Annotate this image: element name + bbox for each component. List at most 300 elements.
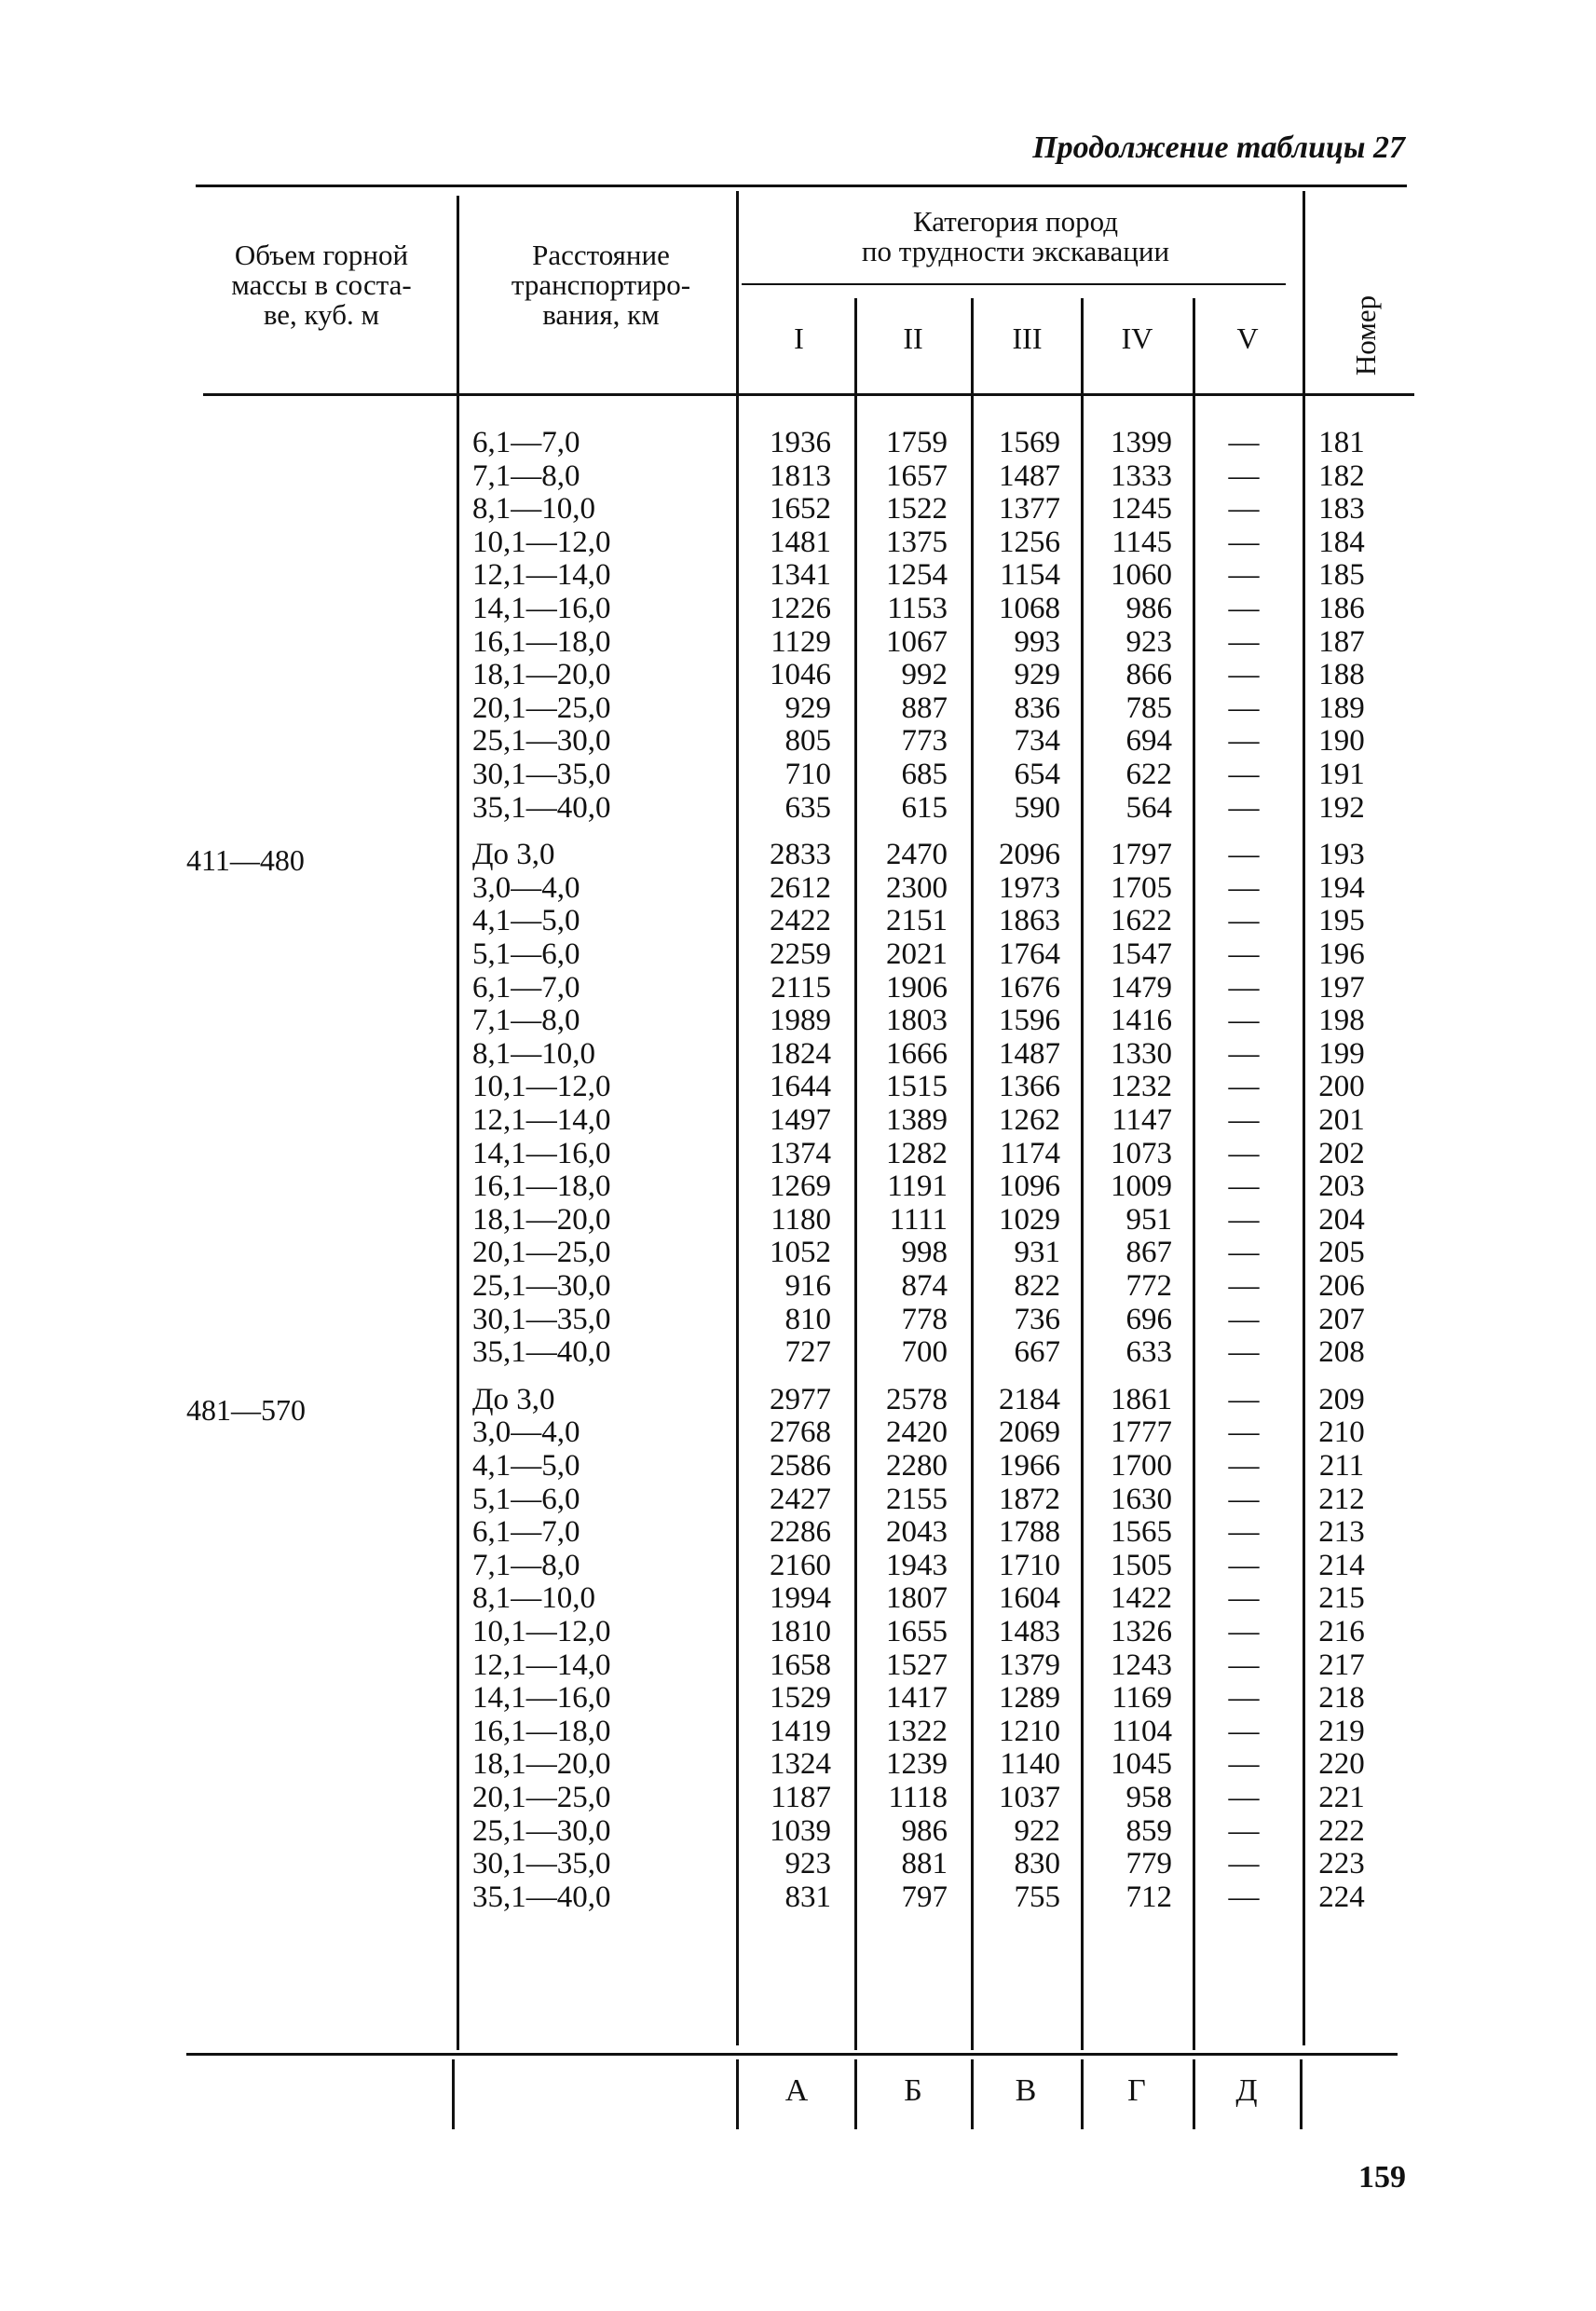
cat3-cell: 1764 bbox=[999, 937, 1060, 971]
cat1-cell: 2115 bbox=[771, 970, 831, 1005]
cat1-cell: 923 bbox=[784, 1847, 831, 1881]
distance-cell: 10,1—12,0 bbox=[472, 1615, 611, 1648]
cat1-cell: 1187 bbox=[771, 1781, 831, 1814]
cat4-cell: 633 bbox=[1125, 1335, 1172, 1370]
cat3-cell: 1096 bbox=[999, 1169, 1060, 1204]
cat5-cell: — bbox=[1228, 724, 1260, 759]
cat4-cell: 1104 bbox=[1112, 1714, 1172, 1748]
number-cell: 182 bbox=[1318, 458, 1365, 493]
number-cell: 207 bbox=[1318, 1302, 1365, 1336]
cat2-cell: 1657 bbox=[886, 458, 948, 493]
cat3-cell: 1029 bbox=[999, 1202, 1060, 1237]
distance-cell: 4,1—5,0 bbox=[472, 904, 580, 938]
cat4-cell: 867 bbox=[1125, 1236, 1172, 1270]
cat2-cell: 2155 bbox=[886, 1482, 948, 1516]
number-cell: 209 bbox=[1318, 1382, 1365, 1416]
table-row bbox=[0, 659, 1596, 692]
cat2-cell: 1067 bbox=[886, 624, 948, 659]
distance-cell: 8,1—10,0 bbox=[472, 1036, 595, 1071]
distance-cell: 35,1—40,0 bbox=[472, 1335, 611, 1370]
distance-cell: 7,1—8,0 bbox=[472, 458, 580, 493]
distance-cell: 6,1—7,0 bbox=[472, 970, 580, 1005]
volume-group-label: 411—480 bbox=[186, 843, 305, 877]
number-cell: 216 bbox=[1318, 1615, 1365, 1648]
distance-cell: 25,1—30,0 bbox=[472, 1813, 611, 1848]
cat3-cell: 2069 bbox=[999, 1415, 1060, 1450]
number-cell: 210 bbox=[1318, 1415, 1365, 1450]
cat4-cell: 1416 bbox=[1111, 1004, 1172, 1038]
cat5-cell: — bbox=[1228, 937, 1260, 971]
distance-cell: 10,1—12,0 bbox=[472, 1070, 611, 1104]
table-row bbox=[0, 626, 1596, 660]
cat1-cell: 1052 bbox=[770, 1236, 831, 1270]
table-row bbox=[0, 1582, 1596, 1616]
cat5-cell: — bbox=[1228, 558, 1260, 593]
cat5-cell: — bbox=[1228, 1302, 1260, 1336]
cat5-cell: — bbox=[1228, 525, 1260, 559]
header-number-label: Номер bbox=[1349, 294, 1382, 376]
header-number bbox=[1338, 280, 1394, 391]
distance-cell: 12,1—14,0 bbox=[472, 1103, 611, 1137]
cat5-cell: — bbox=[1228, 1880, 1260, 1914]
cat5-cell: — bbox=[1228, 1236, 1260, 1270]
cat4-cell: 951 bbox=[1125, 1202, 1172, 1237]
header-category-line: Категория пород bbox=[912, 205, 1119, 238]
header-cat-4: IV bbox=[1121, 321, 1153, 355]
table-row bbox=[0, 692, 1596, 726]
cat2-cell: 2043 bbox=[886, 1515, 948, 1550]
header-distance bbox=[466, 240, 736, 330]
cat2-cell: 2470 bbox=[886, 838, 948, 872]
cat1-cell: 710 bbox=[784, 758, 831, 791]
cat1-cell: 2586 bbox=[770, 1449, 831, 1483]
cat5-cell: — bbox=[1228, 1714, 1260, 1748]
cat3-cell: 1068 bbox=[999, 592, 1060, 625]
cat3-cell: 736 bbox=[1014, 1302, 1060, 1336]
cat1-cell: 2768 bbox=[770, 1415, 831, 1450]
table-row bbox=[0, 1848, 1596, 1881]
cat2-cell: 1254 bbox=[886, 558, 948, 593]
distance-cell: 3,0—4,0 bbox=[472, 870, 580, 905]
distance-cell: 18,1—20,0 bbox=[472, 1202, 611, 1237]
distance-cell: 6,1—7,0 bbox=[472, 426, 580, 459]
distance-cell: До 3,0 bbox=[472, 1382, 555, 1416]
table-row bbox=[0, 839, 1596, 872]
number-cell: 191 bbox=[1318, 758, 1365, 791]
cat2-cell: 1375 bbox=[886, 525, 948, 559]
cat4-cell: 1705 bbox=[1111, 870, 1172, 905]
cat2-cell: 2420 bbox=[886, 1415, 948, 1450]
cat1-cell: 1481 bbox=[770, 525, 831, 559]
cat5-cell: — bbox=[1228, 492, 1260, 526]
distance-cell: 25,1—30,0 bbox=[472, 1269, 611, 1303]
cat2-cell: 2578 bbox=[886, 1382, 948, 1416]
number-cell: 212 bbox=[1318, 1482, 1365, 1516]
number-cell: 195 bbox=[1318, 904, 1365, 938]
cat4-cell: 1330 bbox=[1111, 1036, 1172, 1071]
cat5-cell: — bbox=[1228, 1813, 1260, 1848]
number-cell: 202 bbox=[1318, 1136, 1365, 1170]
cat5-cell: — bbox=[1228, 1747, 1260, 1782]
distance-cell: 12,1—14,0 bbox=[472, 1648, 611, 1682]
cat4-cell: 712 bbox=[1125, 1880, 1172, 1914]
cat1-cell: 2422 bbox=[770, 904, 831, 938]
cat5-cell: — bbox=[1228, 758, 1260, 791]
cat4-cell: 1399 bbox=[1111, 426, 1172, 459]
cat3-cell: 755 bbox=[1014, 1880, 1060, 1914]
distance-cell: 8,1—10,0 bbox=[472, 1581, 595, 1616]
table-row bbox=[0, 1237, 1596, 1270]
number-cell: 214 bbox=[1318, 1548, 1365, 1582]
number-cell: 192 bbox=[1318, 790, 1365, 825]
table-row bbox=[0, 1649, 1596, 1683]
number-cell: 186 bbox=[1318, 592, 1365, 625]
cat3-cell: 836 bbox=[1014, 691, 1060, 725]
cat2-cell: 1943 bbox=[886, 1548, 948, 1582]
distance-cell: 5,1—6,0 bbox=[472, 937, 580, 971]
footer-divider-1 bbox=[452, 2059, 455, 2129]
cat5-cell: — bbox=[1228, 970, 1260, 1005]
footer-letter-d: Д bbox=[1235, 2073, 1258, 2108]
table-row bbox=[0, 1516, 1596, 1550]
number-cell: 215 bbox=[1318, 1581, 1365, 1616]
cat5-cell: — bbox=[1228, 1681, 1260, 1716]
distance-cell: 30,1—35,0 bbox=[472, 1302, 611, 1336]
table-row bbox=[0, 1336, 1596, 1370]
cat3-cell: 1487 bbox=[999, 458, 1060, 493]
cat1-cell: 1374 bbox=[770, 1136, 831, 1170]
table-row bbox=[0, 1484, 1596, 1517]
cat4-cell: 1622 bbox=[1111, 904, 1172, 938]
cat3-cell: 993 bbox=[1014, 624, 1060, 659]
cat4-cell: 1326 bbox=[1111, 1615, 1172, 1648]
number-cell: 184 bbox=[1318, 525, 1365, 559]
cat3-cell: 1872 bbox=[999, 1482, 1060, 1516]
table-row bbox=[0, 1682, 1596, 1716]
cat5-cell: — bbox=[1228, 1615, 1260, 1648]
distance-cell: 16,1—18,0 bbox=[472, 1714, 611, 1748]
cat1-cell: 2977 bbox=[770, 1382, 831, 1416]
table-row bbox=[0, 872, 1596, 906]
cat1-cell: 1994 bbox=[770, 1581, 831, 1616]
cat3-cell: 1863 bbox=[999, 904, 1060, 938]
cat2-cell: 1527 bbox=[886, 1648, 948, 1682]
cat1-cell: 1269 bbox=[770, 1169, 831, 1204]
cat3-cell: 1710 bbox=[999, 1548, 1060, 1582]
footer-letter-a: А bbox=[784, 2073, 809, 2108]
cat1-cell: 1936 bbox=[770, 426, 831, 459]
cat1-cell: 2612 bbox=[770, 870, 831, 905]
distance-cell: 35,1—40,0 bbox=[472, 1880, 611, 1914]
cat2-cell: 1666 bbox=[886, 1036, 948, 1071]
cat5-cell: — bbox=[1228, 1581, 1260, 1616]
cat2-cell: 2021 bbox=[886, 937, 948, 971]
footer-divider-3 bbox=[854, 2059, 857, 2129]
table-row bbox=[0, 526, 1596, 560]
table-row bbox=[0, 1450, 1596, 1484]
cat4-cell: 696 bbox=[1125, 1302, 1172, 1336]
cat4-cell: 923 bbox=[1125, 624, 1172, 659]
table-row bbox=[0, 559, 1596, 593]
cat5-cell: — bbox=[1228, 1103, 1260, 1137]
cat5-cell: — bbox=[1228, 592, 1260, 625]
cat4-cell: 958 bbox=[1125, 1781, 1172, 1814]
distance-cell: До 3,0 bbox=[472, 838, 555, 872]
distance-cell: 4,1—5,0 bbox=[472, 1449, 580, 1483]
header-volume bbox=[191, 240, 452, 330]
cat2-cell: 1522 bbox=[886, 492, 948, 526]
table-row bbox=[0, 1138, 1596, 1171]
cat3-cell: 1210 bbox=[999, 1714, 1060, 1748]
distance-cell: 10,1—12,0 bbox=[472, 525, 611, 559]
cat2-cell: 778 bbox=[901, 1302, 948, 1336]
table-row bbox=[0, 1071, 1596, 1104]
cat3-cell: 922 bbox=[1014, 1813, 1060, 1848]
cat1-cell: 1129 bbox=[771, 624, 831, 659]
cat4-cell: 1245 bbox=[1111, 492, 1172, 526]
cat5-cell: — bbox=[1228, 1036, 1260, 1071]
distance-cell: 25,1—30,0 bbox=[472, 724, 611, 759]
cat2-cell: 1153 bbox=[887, 592, 948, 625]
cat2-cell: 1655 bbox=[886, 1615, 948, 1648]
cat3-cell: 1487 bbox=[999, 1036, 1060, 1071]
table-row bbox=[0, 460, 1596, 494]
number-cell: 181 bbox=[1318, 426, 1365, 459]
cat3-cell: 734 bbox=[1014, 724, 1060, 759]
cat4-cell: 1565 bbox=[1111, 1515, 1172, 1550]
cat4-cell: 1145 bbox=[1112, 525, 1172, 559]
cat2-cell: 1111 bbox=[889, 1202, 948, 1237]
cat2-cell: 1803 bbox=[886, 1004, 948, 1038]
number-cell: 193 bbox=[1318, 838, 1365, 872]
header-cat-5: V bbox=[1236, 321, 1259, 355]
cat5-cell: — bbox=[1228, 426, 1260, 459]
cat5-cell: — bbox=[1228, 904, 1260, 938]
cat3-cell: 1174 bbox=[1000, 1136, 1060, 1170]
footer-divider-7 bbox=[1300, 2059, 1303, 2129]
cat4-cell: 1009 bbox=[1111, 1169, 1172, 1204]
cat2-cell: 992 bbox=[901, 658, 948, 692]
cat4-cell: 1147 bbox=[1112, 1103, 1172, 1137]
cat4-cell: 1777 bbox=[1111, 1415, 1172, 1450]
cat1-cell: 2833 bbox=[770, 838, 831, 872]
cat2-cell: 1389 bbox=[886, 1103, 948, 1137]
table-row bbox=[0, 427, 1596, 460]
table-row bbox=[0, 493, 1596, 526]
distance-cell: 14,1—16,0 bbox=[472, 1136, 611, 1170]
table-row bbox=[0, 1881, 1596, 1915]
number-cell: 213 bbox=[1318, 1515, 1365, 1550]
number-cell: 189 bbox=[1318, 691, 1365, 725]
cat5-cell: — bbox=[1228, 1415, 1260, 1450]
number-cell: 222 bbox=[1318, 1813, 1365, 1848]
number-cell: 219 bbox=[1318, 1714, 1365, 1748]
cat5-cell: — bbox=[1228, 624, 1260, 659]
cat3-cell: 667 bbox=[1014, 1335, 1060, 1370]
header-distance-line: Расстояние bbox=[532, 239, 670, 271]
cat1-cell: 1497 bbox=[770, 1103, 831, 1137]
cat4-cell: 1700 bbox=[1111, 1449, 1172, 1483]
cat1-cell: 1039 bbox=[770, 1813, 831, 1848]
cat4-cell: 1243 bbox=[1111, 1648, 1172, 1682]
cat5-cell: — bbox=[1228, 691, 1260, 725]
cat1-cell: 810 bbox=[784, 1302, 831, 1336]
header-distance-line: вания, км bbox=[542, 298, 660, 331]
cat5-cell: — bbox=[1228, 458, 1260, 493]
number-cell: 204 bbox=[1318, 1202, 1365, 1237]
cat5-cell: — bbox=[1228, 790, 1260, 825]
cat3-cell: 1140 bbox=[1000, 1747, 1060, 1782]
cat1-cell: 1989 bbox=[770, 1004, 831, 1038]
header-distance-line: транспортиро- bbox=[511, 268, 691, 301]
distance-cell: 20,1—25,0 bbox=[472, 691, 611, 725]
cat3-cell: 1256 bbox=[999, 525, 1060, 559]
footer-letter-v: В bbox=[1015, 2073, 1037, 2108]
cat2-cell: 986 bbox=[901, 1813, 948, 1848]
cat5-cell: — bbox=[1228, 1070, 1260, 1104]
cat3-cell: 1966 bbox=[999, 1449, 1060, 1483]
cat1-cell: 1226 bbox=[770, 592, 831, 625]
number-cell: 224 bbox=[1318, 1880, 1365, 1914]
table-row bbox=[0, 1416, 1596, 1450]
cat2-cell: 2151 bbox=[886, 904, 948, 938]
category-rule bbox=[742, 283, 1286, 285]
cat4-cell: 1169 bbox=[1112, 1681, 1172, 1716]
cat4-cell: 859 bbox=[1125, 1813, 1172, 1848]
cat2-cell: 874 bbox=[901, 1269, 948, 1303]
table-row bbox=[0, 1104, 1596, 1138]
cat2-cell: 1906 bbox=[886, 970, 948, 1005]
cat4-cell: 772 bbox=[1125, 1269, 1172, 1303]
number-cell: 220 bbox=[1318, 1747, 1365, 1782]
cat2-cell: 1515 bbox=[886, 1070, 948, 1104]
page-number: 159 bbox=[1358, 2160, 1406, 2195]
cat1-cell: 1644 bbox=[770, 1070, 831, 1104]
cat1-cell: 635 bbox=[784, 790, 831, 825]
table-row bbox=[0, 1038, 1596, 1072]
distance-cell: 16,1—18,0 bbox=[472, 624, 611, 659]
number-cell: 194 bbox=[1318, 870, 1365, 905]
cat2-cell: 773 bbox=[901, 724, 948, 759]
cat5-cell: — bbox=[1228, 838, 1260, 872]
cat1-cell: 1529 bbox=[770, 1681, 831, 1716]
cat3-cell: 2096 bbox=[999, 838, 1060, 872]
distance-cell: 8,1—10,0 bbox=[472, 492, 595, 526]
table-row bbox=[0, 938, 1596, 972]
number-cell: 201 bbox=[1318, 1103, 1365, 1137]
cat1-cell: 1180 bbox=[771, 1202, 831, 1237]
cat2-cell: 881 bbox=[901, 1847, 948, 1881]
cat1-cell: 1324 bbox=[770, 1747, 831, 1782]
number-cell: 183 bbox=[1318, 492, 1365, 526]
distance-cell: 12,1—14,0 bbox=[472, 558, 611, 593]
cat3-cell: 1483 bbox=[999, 1615, 1060, 1648]
table-row bbox=[0, 905, 1596, 938]
cat4-cell: 1060 bbox=[1111, 558, 1172, 593]
cat1-cell: 2160 bbox=[770, 1548, 831, 1582]
cat4-cell: 866 bbox=[1125, 658, 1172, 692]
number-cell: 197 bbox=[1318, 970, 1365, 1005]
cat4-cell: 1479 bbox=[1111, 970, 1172, 1005]
cat3-cell: 1289 bbox=[999, 1681, 1060, 1716]
cat5-cell: — bbox=[1228, 1515, 1260, 1550]
table-row bbox=[0, 1270, 1596, 1304]
number-cell: 218 bbox=[1318, 1681, 1365, 1716]
cat1-cell: 805 bbox=[784, 724, 831, 759]
cat1-cell: 1341 bbox=[770, 558, 831, 593]
number-cell: 221 bbox=[1318, 1781, 1365, 1814]
cat2-cell: 615 bbox=[901, 790, 948, 825]
number-cell: 185 bbox=[1318, 558, 1365, 593]
cat5-cell: — bbox=[1228, 1202, 1260, 1237]
header-volume-line: Объем горной bbox=[234, 239, 409, 271]
number-cell: 200 bbox=[1318, 1070, 1365, 1104]
cat2-cell: 797 bbox=[901, 1880, 948, 1914]
cat1-cell: 2427 bbox=[770, 1482, 831, 1516]
table-row bbox=[0, 1748, 1596, 1782]
cat3-cell: 1154 bbox=[1000, 558, 1060, 593]
cat3-cell: 2184 bbox=[999, 1382, 1060, 1416]
cat1-cell: 727 bbox=[784, 1335, 831, 1370]
distance-cell: 16,1—18,0 bbox=[472, 1169, 611, 1204]
cat5-cell: — bbox=[1228, 870, 1260, 905]
cat4-cell: 1333 bbox=[1111, 458, 1172, 493]
table-caption: Продолжение таблицы 27 bbox=[1032, 130, 1405, 165]
cat5-cell: — bbox=[1228, 1847, 1260, 1881]
cat2-cell: 1191 bbox=[887, 1169, 948, 1204]
footer-divider-6 bbox=[1193, 2059, 1195, 2129]
cat2-cell: 1807 bbox=[886, 1581, 948, 1616]
cat4-cell: 1797 bbox=[1111, 838, 1172, 872]
cat5-cell: — bbox=[1228, 658, 1260, 692]
number-cell: 203 bbox=[1318, 1169, 1365, 1204]
cat3-cell: 1596 bbox=[999, 1004, 1060, 1038]
number-cell: 205 bbox=[1318, 1236, 1365, 1270]
cat4-cell: 694 bbox=[1125, 724, 1172, 759]
cat2-cell: 2300 bbox=[886, 870, 948, 905]
cat3-cell: 822 bbox=[1014, 1269, 1060, 1303]
number-cell: 206 bbox=[1318, 1269, 1365, 1303]
table-row bbox=[0, 725, 1596, 759]
cat5-cell: — bbox=[1228, 1382, 1260, 1416]
cat4-cell: 779 bbox=[1125, 1847, 1172, 1881]
top-rule bbox=[196, 185, 1407, 187]
cat5-cell: — bbox=[1228, 1136, 1260, 1170]
cat2-cell: 685 bbox=[901, 758, 948, 791]
cat5-cell: — bbox=[1228, 1269, 1260, 1303]
table-row bbox=[0, 1550, 1596, 1583]
cat1-cell: 1658 bbox=[770, 1648, 831, 1682]
cat1-cell: 916 bbox=[784, 1269, 831, 1303]
number-cell: 208 bbox=[1318, 1335, 1365, 1370]
number-cell: 223 bbox=[1318, 1847, 1365, 1881]
cat5-cell: — bbox=[1228, 1449, 1260, 1483]
table-row bbox=[0, 759, 1596, 792]
header-volume-line: ве, куб. м bbox=[263, 298, 380, 331]
cat5-cell: — bbox=[1228, 1482, 1260, 1516]
cat3-cell: 1366 bbox=[999, 1070, 1060, 1104]
footer-divider-4 bbox=[971, 2059, 974, 2129]
cat3-cell: 1973 bbox=[999, 870, 1060, 905]
cat1-cell: 929 bbox=[784, 691, 831, 725]
cat2-cell: 1322 bbox=[886, 1714, 948, 1748]
number-cell: 211 bbox=[1318, 1449, 1365, 1483]
cat5-cell: — bbox=[1228, 1335, 1260, 1370]
footer-divider-5 bbox=[1081, 2059, 1084, 2129]
distance-cell: 35,1—40,0 bbox=[472, 790, 611, 825]
number-cell: 217 bbox=[1318, 1648, 1365, 1682]
cat2-cell: 1239 bbox=[886, 1747, 948, 1782]
